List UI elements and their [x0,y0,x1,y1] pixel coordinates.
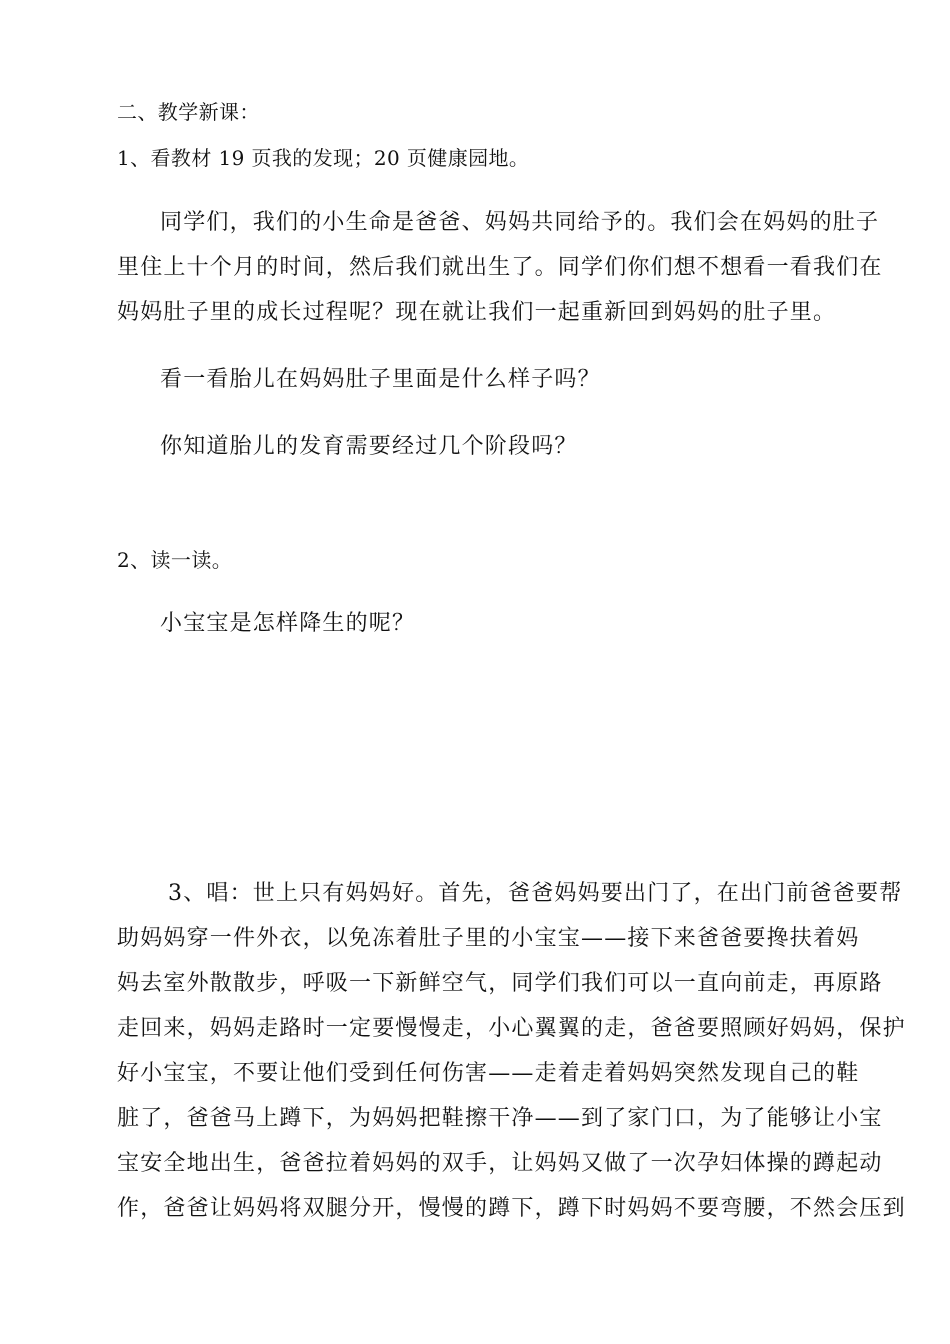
item3-line: 3、唱：世上只有妈妈好。首先，爸爸妈妈要出门了，在出门前爸爸要帮 [168,881,903,906]
item3-line: 宝安全地出生，爸爸拉着妈妈的双手，让妈妈又做了一次孕妇体操的蹲起动 [117,1151,883,1176]
item1-question-2: 你知道胎儿的发育需要经过几个阶段吗？ [160,434,578,459]
item2-question: 小宝宝是怎样降生的呢？ [160,611,416,636]
item1-paragraph-line: 妈妈肚子里的成长过程呢？现在就让我们一起重新回到妈妈的肚子里。 [117,300,837,325]
item1-question-1: 看一看胎儿在妈妈肚子里面是什么样子吗？ [160,367,601,392]
item3-line: 助妈妈穿一件外衣，以免冻着肚子里的小宝宝——接下来爸爸要搀扶着妈 [117,926,860,951]
item3-line: 作，爸爸让妈妈将双腿分开，慢慢的蹲下，蹲下时妈妈不要弯腰，不然会压到 [117,1196,906,1221]
section-heading: 二、教学新课： [117,100,260,124]
item3-line: 妈去室外散散步，呼吸一下新鲜空气，同学们我们可以一直向前走，再原路 [117,971,883,996]
item3-line: 脏了，爸爸马上蹲下，为妈妈把鞋擦干净——到了家门口，为了能够让小宝 [117,1106,883,1131]
item1-paragraph-line: 同学们，我们的小生命是爸爸、妈妈共同给予的。我们会在妈妈的肚子 [160,210,880,235]
item3-line: 走回来，妈妈走路时一定要慢慢走，小心翼翼的走，爸爸要照顾好妈妈，保护 [117,1016,906,1041]
item1-title: 1、看教材 19 页我的发现；20 页健康园地。 [117,146,530,170]
item3-line: 好小宝宝，不要让他们受到任何伤害——走着走着妈妈突然发现自己的鞋 [117,1061,860,1086]
item1-paragraph-line: 里住上十个月的时间，然后我们就出生了。同学们你们想不想看一看我们在 [117,255,883,280]
item2-title: 2、读一读。 [117,548,233,572]
